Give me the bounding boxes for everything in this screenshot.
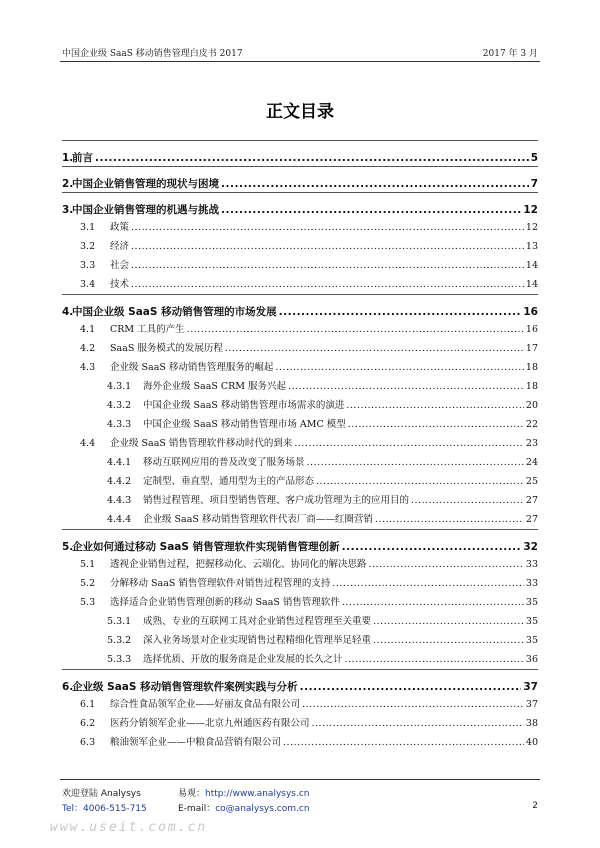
toc-entry-number: 3.3 [80,260,96,271]
toc-entry-level-2[interactable] [62,434,538,453]
toc-entry-level-2[interactable] [62,218,538,237]
toc-entry-page: 22 [525,419,538,430]
toc-entry-level-3[interactable] [62,415,538,434]
toc-entry-text: 定制型、垂直型、通用型为主的产品形态 [143,476,315,487]
toc-leader-dots [373,631,524,650]
header-title: 中国企业级 SaaS 移动销售管理白皮书 2017 [62,49,243,59]
toc-entry-level-1[interactable] [62,530,538,555]
toc-leader-dots [411,491,524,510]
toc-entry-level-2[interactable] [62,733,538,752]
toc-entry-page: 12 [523,204,538,216]
toc-entry-page: 14 [525,260,538,271]
toc-entry-number: 5.3.1 [107,616,132,627]
toc-entry-text: 前言 [72,152,93,164]
toc-entry-page: 5 [530,152,538,164]
toc-entry-page: 36 [525,654,538,665]
toc-leader-dots [345,650,524,669]
toc-entry-page: 13 [525,241,538,252]
toc-entry-number: 4. [62,306,74,318]
toc-entry-text: 选择优质、开放的服务商是企业发展的长久之计 [143,654,343,665]
footer-email-link[interactable]: co@analysys.com.cn [215,804,310,814]
toc-entry-label [107,612,371,631]
toc-entry-number: 4.1 [80,324,96,335]
toc-entry-page: 18 [525,381,538,392]
toc-entry-number: 5.1 [80,559,96,570]
toc-entry-number: 5.3 [80,597,96,608]
toc-entry-level-3[interactable] [62,612,538,631]
toc-entry-number: 4.4.1 [107,457,132,468]
toc-entry-text: 深入业务场景对企业实现销售过程精细化管理举足轻重 [143,635,372,646]
toc-entry-level-3[interactable] [62,650,538,669]
toc-entry-label [80,593,340,612]
toc-entry-label [80,339,223,358]
page-number: 2 [532,801,538,811]
toc-entry-text: CRM 工具的产生 [110,324,185,335]
toc-entry-level-3[interactable] [62,377,538,396]
toc-leader-dots [275,358,524,377]
toc-entry-level-3[interactable] [62,472,538,491]
toc-entry-level-2[interactable] [62,275,538,294]
toc-entry-text: 企业如何通过移动 SaaS 销售管理软件实现销售管理创新 [72,541,340,553]
toc-entry-page: 33 [525,578,538,589]
header-divider [60,61,540,62]
toc-entry-label [107,491,409,510]
toc-entry-text: 海外企业级 SaaS CRM 服务兴起 [143,381,287,392]
toc-entry-level-2[interactable] [62,695,538,714]
toc-entry-page: 24 [525,457,538,468]
toc-entry-number: 4.3 [80,362,96,373]
toc-entry-label [107,650,343,669]
toc-entry-label [80,358,273,377]
toc-entry-page: 12 [525,222,538,233]
toc-entry-page: 37 [525,699,538,710]
header-date: 2017 年 3 月 [482,49,538,59]
toc-leader-dots [283,733,524,752]
toc-entry-number: 3.2 [80,241,96,252]
toc-entry-number: 5. [62,541,74,553]
toc-entry-label [107,415,346,434]
toc-entry-level-1[interactable] [62,193,538,218]
toc-entry-label [80,320,185,339]
toc-entry-text: 企业级 SaaS 移动销售管理服务的崛起 [110,362,274,373]
toc-entry-number: 4.4 [80,438,96,449]
toc-entry-text: 透视企业销售过程，把握移动化、云端化、协同化的解决思路 [110,559,367,570]
toc-entry-level-2[interactable] [62,358,538,377]
footer-web-link[interactable]: http://www.analysys.cn [205,789,310,799]
toc-entry-label [107,472,314,491]
table-of-contents [62,140,538,752]
footer-email [178,801,310,814]
toc-entry-number: 3.4 [80,279,96,290]
toc-entry-number: 4.4.2 [107,476,132,487]
toc-entry-text: 经济 [110,241,130,252]
toc-entry-number: 4.2 [80,343,96,354]
toc-entry-text: 移动互联网应用的普及改变了服务场景 [143,457,305,468]
toc-entry-label [80,237,129,256]
toc-entry-level-2[interactable] [62,593,538,612]
footer-tel-value: Tel：4006-515-715 [62,804,147,814]
toc-entry-label [107,510,373,529]
toc-entry-label [80,275,129,294]
toc-entry-number: 5.3.2 [107,635,132,646]
toc-entry-label [80,256,129,275]
toc-entry-level-2[interactable] [62,339,538,358]
toc-entry-number: 4.3.3 [107,419,132,430]
toc-entry-text: 企业级 SaaS 销售管理软件移动时代的到来 [110,438,293,449]
toc-leader-dots [294,434,524,453]
toc-entry-page: 37 [523,681,538,693]
toc-entry-level-3[interactable] [62,631,538,650]
toc-entry-text: SaaS 服务模式的发展历程 [110,343,223,354]
toc-entry-page: 33 [525,559,538,570]
toc-entry-text: 成熟、专业的互联网工具对企业销售过程管理至关重要 [143,616,372,627]
toc-entry-label [107,396,344,415]
toc-entry-number: 4.4.3 [107,495,132,506]
toc-entry-text: 粮油领军企业——中粮食品营销有限公司 [110,737,282,748]
toc-leader-dots [288,377,524,396]
footer-tel [62,801,147,814]
toc-leader-dots [307,453,524,472]
footer-web [178,786,309,799]
toc-leader-dots [373,612,524,631]
toc-entry-label [107,631,371,650]
toc-entry-level-2[interactable] [62,574,538,593]
toc-entry-page: 23 [525,438,538,449]
toc-entry-label [80,695,300,714]
toc-entry-text: 综合性食品领军企业——好丽友食品有限公司 [110,699,301,710]
toc-entry-text: 选择适合企业销售管理创新的移动 SaaS 销售管理软件 [110,597,340,608]
toc-entry-level-3[interactable] [62,491,538,510]
toc-entry-page: 35 [525,635,538,646]
toc-entry-text: 销售过程管理、项目型销售管理、客户成功管理为主的应用目的 [143,495,410,506]
toc-entry-number: 6.2 [80,718,96,729]
toc-entry-text: 中国企业销售管理的现状与困境 [72,178,219,190]
footer-divider [60,779,540,780]
toc-entry-page: 40 [525,737,538,748]
toc-entry-page: 35 [525,616,538,627]
toc-entry-number: 5.3.3 [107,654,132,665]
toc-entry-label [80,434,292,453]
toc-leader-dots [131,256,524,275]
toc-entry-text: 分解移动 SaaS 销售管理软件对销售过程管理的支持 [110,578,331,589]
toc-entry-level-2[interactable] [62,555,538,574]
toc-entry-text: 中国企业级 SaaS 移动销售管理市场 AMC 模型 [143,419,346,430]
toc-entry-number: 2. [62,178,74,190]
footer-welcome: 欢迎登陆 Analysys [62,789,141,799]
toc-leader-dots [346,396,524,415]
footer-web-label: 易观： [178,789,206,799]
toc-entry-page: 16 [523,306,538,318]
toc-entry-number: 4.3.2 [107,400,132,411]
toc-leader-dots [316,472,524,491]
toc-entry-page: 35 [525,597,538,608]
toc-leader-dots [131,218,524,237]
toc-entry-page: 16 [525,324,538,335]
toc-entry-text: 政策 [110,222,130,233]
toc-entry-label [80,218,129,237]
toc-entry-level-1[interactable] [62,670,538,695]
toc-leader-dots [187,320,524,339]
toc-entry-page: 32 [523,541,538,553]
toc-entry-level-3[interactable] [62,396,538,415]
toc-entry-number: 1. [62,152,74,164]
toc-entry-number: 6.1 [80,699,96,710]
toc-leader-dots [342,593,524,612]
toc-entry-level-1[interactable] [62,167,538,192]
page-title: 正文目录 [266,102,334,122]
toc-entry-number: 4.4.4 [107,514,132,525]
watermark: www.useit.com.cn [50,820,208,835]
toc-entry-page: 14 [525,279,538,290]
toc-entry-label [80,714,310,733]
toc-entry-label [80,574,330,593]
toc-entry-label [107,377,286,396]
toc-leader-dots [131,275,524,294]
toc-entry-page: 20 [525,400,538,411]
toc-entry-level-2[interactable] [62,237,538,256]
toc-entry-label [80,555,367,574]
toc-entry-page: 27 [525,514,538,525]
footer-email-label: E-mail： [178,804,216,814]
toc-leader-dots [369,555,524,574]
toc-entry-number: 3. [62,204,74,216]
toc-entry-text: 医药分销领军企业——北京九州通医药有限公司 [110,718,310,729]
toc-entry-text: 中国企业级 SaaS 移动销售管理市场需求的演进 [143,400,345,411]
toc-entry-text: 社会 [110,260,130,271]
toc-entry-page: 17 [525,343,538,354]
toc-entry-text: 技术 [110,279,130,290]
toc-entry-page: 38 [525,718,538,729]
toc-entry-number: 4.3.1 [107,381,132,392]
toc-entry-number: 5.2 [80,578,96,589]
toc-leader-dots [225,339,524,358]
toc-entry-page: 18 [525,362,538,373]
toc-leader-dots [302,695,524,714]
toc-entry-number: 6. [62,681,74,693]
toc-entry-text: 中国企业级 SaaS 移动销售管理的市场发展 [72,306,277,318]
toc-entry-number: 3.1 [80,222,96,233]
toc-entry-text: 中国企业销售管理的机遇与挑战 [72,204,219,216]
toc-entry-level-1[interactable] [62,295,538,320]
toc-entry-number: 6.3 [80,737,96,748]
toc-entry-level-2[interactable] [62,714,538,733]
toc-entry-text: 企业级 SaaS 移动销售管理软件案例实践与分析 [72,681,298,693]
toc-leader-dots [332,574,524,593]
toc-entry-level-1[interactable] [62,141,538,166]
toc-entry-level-3[interactable] [62,453,538,472]
toc-entry-page: 25 [525,476,538,487]
toc-entry-page: 27 [525,495,538,506]
toc-entry-level-2[interactable] [62,320,538,339]
toc-entry-label [80,733,281,752]
toc-entry-level-3[interactable] [62,510,538,529]
toc-leader-dots [131,237,524,256]
toc-entry-level-2[interactable] [62,256,538,275]
toc-entry-page: 7 [530,178,538,190]
toc-entry-text: 企业级 SaaS 移动销售管理软件代表厂商——红圈营销 [143,514,373,525]
toc-leader-dots [375,510,524,529]
toc-entry-label [107,453,305,472]
toc-leader-dots [348,415,524,434]
toc-leader-dots [312,714,524,733]
